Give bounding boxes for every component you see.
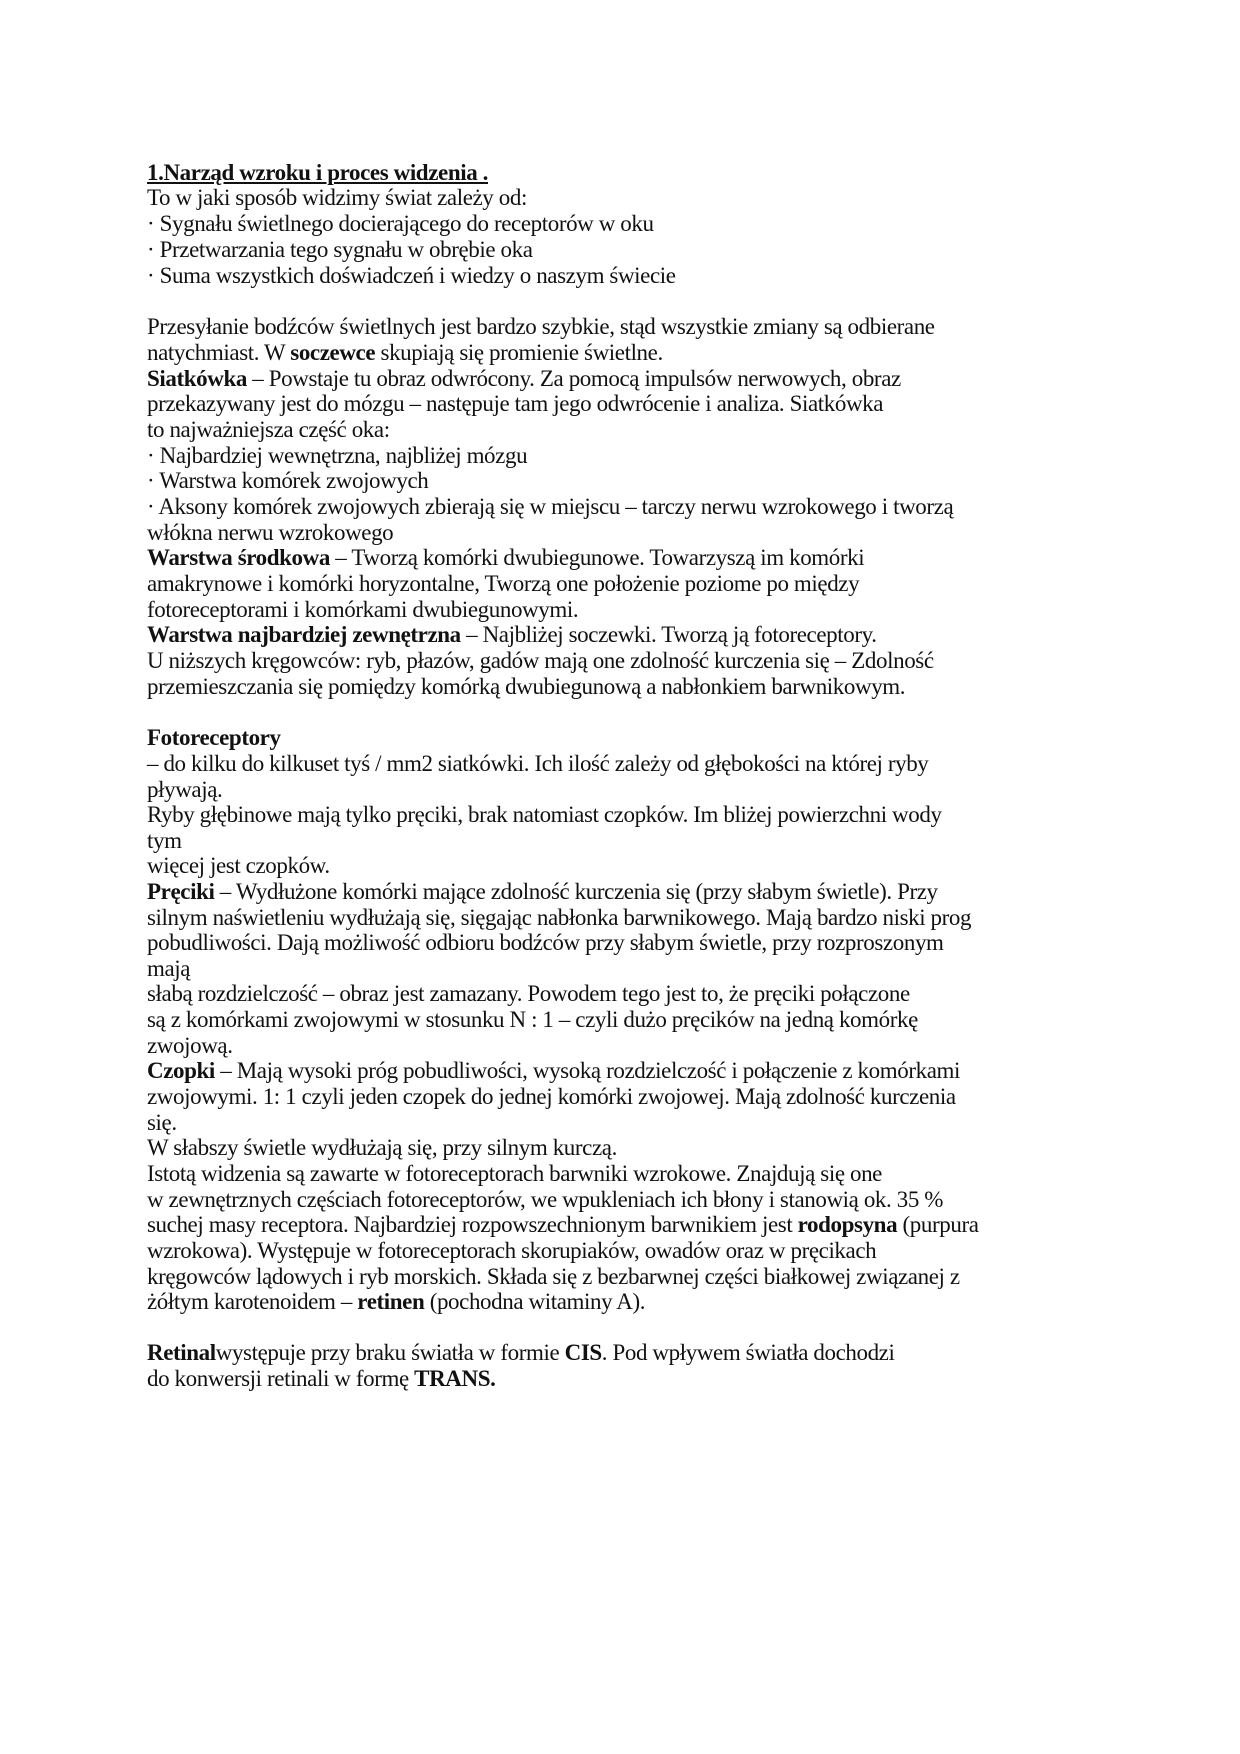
text-segment: skupiają się promienie świetlne. [375,340,663,365]
text-line [147,1238,876,1264]
text-segment: Ryby głębinowe mają tylko pręciki, brak natomiast czopków. Im bliżej powierzchni wody [147,802,942,827]
text-segment: To w jaki sposób widzimy świat zależy od: [147,185,527,210]
text-segment: pływają. [147,777,223,802]
bold-term: Retinal [147,1340,216,1365]
text-segment: wzrokowa). Występuje w fotoreceptorach skorupiaków, owadów oraz w pręcikach [147,1238,877,1263]
text-segment: są z komórkami zwojowymi w stosunku N : 1 – czyli dużo pręcików na jedną komórkę [147,1007,918,1032]
text-line [147,391,883,417]
text-segment: · Przetwarzania tego sygnału w obrębie oka [147,237,533,262]
text-segment: · Najbardziej wewnętrzna, najbliżej mózgu [147,443,528,468]
text-line [147,520,393,546]
bold-term: 1.Narząd wzroku i proces widzenia . [147,160,488,185]
text-line [147,1007,918,1033]
text-line [147,211,654,237]
text-line [147,1110,177,1136]
text-line [147,314,935,340]
text-segment: to najważniejsza część oka: [147,417,390,442]
text-line [147,622,877,648]
text-segment: . Pod wpływem światła dochodzi [601,1340,895,1365]
text-line [147,237,533,263]
text-line [147,725,281,751]
text-segment: – Najbliżej soczewki. Tworzą ją fotoreceptory. [460,622,877,647]
text-segment: (pochodna witaminy A). [424,1289,646,1314]
text-segment: przekazywany jest do mózgu – następuje tam jego odwrócenie i analiza. Siatkówka [147,391,884,416]
text-segment: słabą rozdzielczość – obraz jest zamazany. Powodem tego jest to, że pręciki połączone [147,981,910,1006]
text-line [147,1161,882,1187]
text-line [147,1058,960,1084]
text-segment: U niższych kręgowców: ryb, płazów, gadów mają one zdolność kurczenia się – Zdolność [147,648,934,673]
text-segment: suchej masy receptora. Najbardziej rozpowszechnionym barwnikiem jest [147,1212,798,1237]
bold-term: Warstwa środkowa [147,545,330,570]
text-segment: pobudliwości. Dają możliwość odbioru bodźców przy słabym świetle, przy rozproszonym [147,930,944,955]
text-segment: W słabszy świetle wydłużają się, przy silnym kurczą. [147,1135,617,1160]
text-segment: · Sygnału świetlnego docierającego do receptorów w oku [147,211,654,236]
text-line [147,597,578,623]
text-segment: · Aksony komórek zwojowych zbierają się w miejscu – tarczy nerwu wzrokowego i tworzą [147,494,954,519]
text-segment: silnym naświetleniu wydłużają się, sięgając nabłonka barwnikowego. Mają bardzo niski prog [147,905,972,930]
text-segment: amakrynowe i komórki horyzontalne, Tworzą one położenie poziome po między [147,571,860,596]
text-segment: żółtym karotenoidem – [147,1289,358,1314]
text-segment: – Mają wysoki próg pobudliwości, wysoką rozdzielczość i połączenie z komórkami [214,1058,960,1083]
document-title [147,160,488,186]
text-segment: – Wydłużone komórki mające zdolność kurczenia się (przy słabym świetle). Przy [214,879,938,904]
text-line [147,751,928,777]
text-line [147,930,944,956]
text-segment: mają [147,956,191,981]
text-segment: · Warstwa komórek zwojowych [147,468,429,493]
text-line [147,956,190,982]
text-segment: fotoreceptorami i komórkami dwubiegunowymi. [147,597,579,622]
bold-term: CIS [564,1340,602,1365]
text-line [147,366,901,392]
bold-term: TRANS. [414,1366,496,1391]
text-line [147,1289,645,1315]
text-line [147,340,663,366]
text-line [147,802,942,828]
text-line [147,1084,956,1110]
text-segment: zwojową. [147,1033,233,1058]
text-line [147,777,222,803]
text-segment: – Tworzą komórki dwubiegunowe. Towarzyszą im komórki [329,545,865,570]
text-line [147,263,676,289]
text-segment: włókna nerwu wzrokowego [147,520,394,545]
text-line [147,494,953,520]
text-line [147,185,527,211]
text-line [147,443,527,469]
text-segment: · Suma wszystkich doświadczeń i wiedzy o naszym świecie [147,263,676,288]
text-line [147,571,859,597]
bold-term: rodopsyna [797,1212,898,1237]
text-segment: więcej jest czopków. [147,853,330,878]
text-line [147,417,390,443]
text-segment: natychmiast. W [147,340,291,365]
text-line [147,981,910,1007]
text-segment: się. [147,1110,177,1135]
bold-term: Warstwa najbardziej zewnętrzna [147,622,461,647]
text-segment: Przesyłanie bodźców świetlnych jest bardzo szybkie, stąd wszystkie zmiany są odbierane [147,314,935,339]
text-line [147,828,182,854]
text-line [147,1264,960,1290]
text-line [147,905,971,931]
text-segment: Istotą widzenia są zawarte w fotoreceptorach barwniki wzrokowe. Znajdują się one [147,1161,882,1186]
text-line [147,1033,233,1059]
bold-term: retinen [357,1289,425,1314]
text-line [147,674,905,700]
text-segment: występuje przy braku światła w formie [215,1340,565,1365]
bold-term: soczewce [290,340,376,365]
text-segment: do konwersji retinali w formę [147,1366,415,1391]
bold-term: Pręciki [147,879,215,904]
text-line [147,853,330,879]
text-segment: (purpura [897,1212,979,1237]
text-line [147,1212,979,1238]
text-segment: tym [147,828,182,853]
text-line [147,648,934,674]
bold-term: Siatkówka [147,366,247,391]
text-line [147,1366,495,1392]
text-segment: przemieszczania się pomiędzy komórką dwubiegunową a nabłonkiem barwnikowym. [147,674,906,699]
text-segment: – Powstaje tu obraz odwrócony. Za pomocą impulsów nerwowych, obraz [246,366,901,391]
text-line [147,545,864,571]
bold-term: Czopki [147,1058,215,1083]
bold-term: Fotoreceptory [147,725,281,750]
text-segment: zwojowymi. 1: 1 czyli jeden czopek do jednej komórki zwojowej. Mają zdolność kurczenia [147,1084,956,1109]
text-line [147,468,428,494]
text-line [147,879,938,905]
text-line [147,1187,943,1213]
text-line [147,1135,617,1161]
text-segment: – do kilku do kilkuset tyś / mm2 siatkówki. Ich ilość zależy od głębokości na której ryby [147,751,929,776]
text-line [147,1340,894,1366]
text-segment: w zewnętrznych częściach fotoreceptorów, we wpukleniach ich błony i stanowią ok. 35 % [147,1187,944,1212]
text-segment: kręgowców lądowych i ryb morskich. Składa się z bezbarwnej części białkowej związanej z [147,1264,960,1289]
